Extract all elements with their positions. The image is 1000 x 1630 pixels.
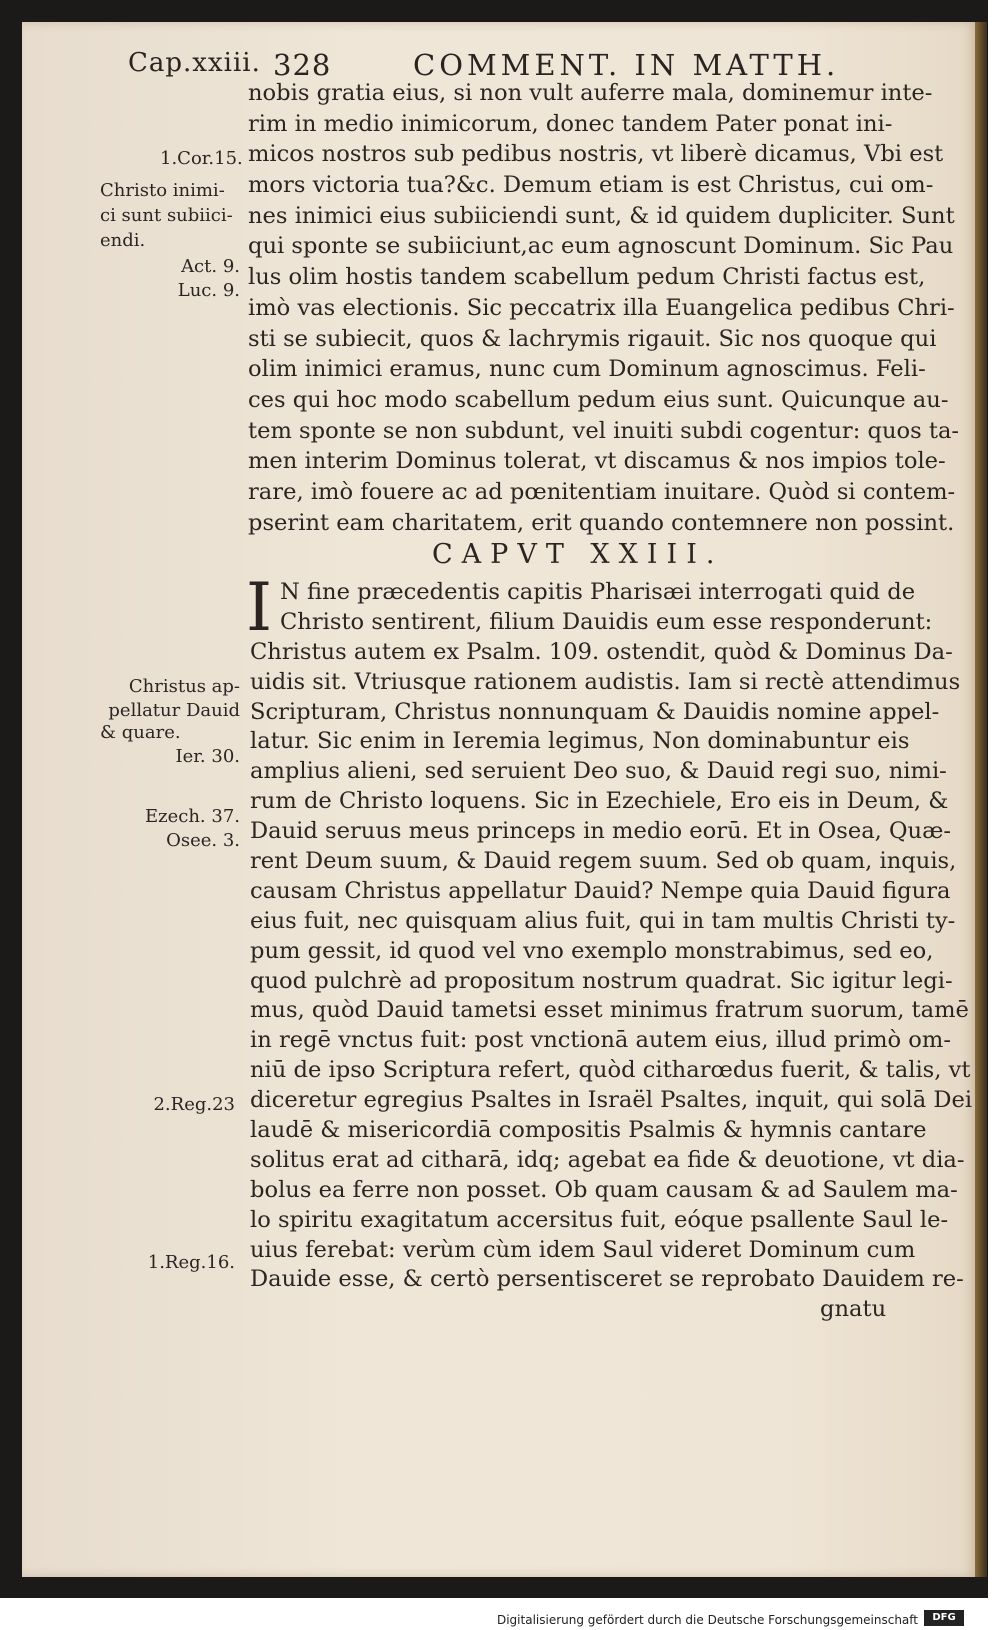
text-line: qui sponte se subiiciunt,ac eum agnoscunt Dominum. Sic Pau [248,233,954,260]
text-line: diceretur egregius Psaltes in Israël Psaltes, inquit, qui solā Dei [250,1087,973,1114]
text-line: quod pulchrè ad propositum nostrum quadrat. Sic igitur legi- [250,967,953,994]
text-line: pum gessit, id quod vel vno exemplo monstrabimus, sed eo, [250,937,934,964]
text-line: mors victoria tua?&c. Demum etiam is est Christus, cui om- [248,172,934,199]
text-line: tem sponte se non subdunt, vel inuiti subdi cogentur: quos ta- [248,417,960,444]
margin-note-cor: 1.Cor.15. [160,148,243,169]
text-line: olim inimici eramus, nunc cum Dominum agnoscimus. Feli- [248,356,926,383]
text-line: nes inimici eius subiiciendi sunt, & id quidem dupliciter. Sunt [248,202,955,229]
text-line: amplius alieni, sed seruient Deo suo, & Dauid regi suo, nimi- [250,758,947,785]
text-line: Christus autem ex Psalm. 109. ostendit, quòd & Dominus Da- [250,638,953,665]
text-line: niū de ipso Scriptura refert, quòd citharœdus fuerit, & talis, vt [250,1057,971,1084]
text-line: latur. Sic enim in Ieremia legimus, Non dominabuntur eis [250,728,910,755]
header-chapter: Cap.xxiii. [128,48,261,78]
text-line: N fine præcedentis capitis Pharisæi interrogati quid de [280,579,916,605]
margin-note-christus-3: & quare. [100,722,181,743]
text-line: men interim Dominus tolerat, vt discamus & nos impios tole- [248,448,946,475]
text-line: micos nostros sub pedibus nostris, vt liberè dicamus, Vbi est [248,141,944,168]
margin-note-osee: Osee. 3. [166,830,240,851]
text-line: mus, quòd Dauid tametsi esset minimus fratrum suorum, tamē [250,997,969,1024]
text-line: ces qui hoc modo scabellum pedum eius sunt. Quicunque au- [248,386,949,413]
margin-note-act: Act. 9. [181,256,240,277]
page-edge [975,22,987,1577]
text-line: bolus ea ferre non posset. Ob quam causam & ad Saulem ma- [250,1176,958,1203]
footer-credit: Digitalisierung gefördert durch die Deutsche Forschungsgemeinschaft [496,1613,918,1627]
margin-note-ezech: Ezech. 37. [144,806,240,827]
text-line: eius fuit, nec quisquam alius fuit, qui in tam multis Christi ty- [250,907,956,934]
drop-capital: I [246,569,273,646]
text-line: in regē vnctus fuit: post vnctionā autem eius, illud primò om- [250,1027,951,1054]
margin-note-christus-2: pellatur Dauid [108,700,240,721]
text-line: rare, imò fouere ac ad pœnitentiam inuitare. Quòd si contem- [248,478,956,505]
margin-note-christo-2: ci sunt subiici- [100,205,233,226]
text-line: lus olim hostis tandem scabellum pedum Christi factus est, [248,264,926,291]
margin-note-reg23: 2.Reg.23 [153,1094,235,1115]
dfg-logo: DFG [924,1610,964,1626]
margin-note-ier: Ier. 30. [175,746,240,767]
text-block-2 [250,578,973,1325]
text-block-1 [248,78,960,538]
text-line: Scripturam, Christus nonnunquam & Dauidis nomine appel- [250,698,940,725]
text-line: lo spiritu exagitatum accersitus fuit, eóque psallente Saul le- [250,1206,949,1233]
text-line: nobis gratia eius, si non vult auferre mala, dominemur inte- [248,80,933,106]
text-line: rent Deum suum, & Dauid regem suum. Sed ob quam, inquis, [250,848,957,875]
margin-note-christo-1: Christo inimi- [100,180,225,201]
footer-bar [0,1600,1000,1630]
margin-note-reg16: 1.Reg.16. [147,1252,235,1273]
text-line: laudē & misericordiā compositis Psalmis & hymnis cantare [250,1117,927,1144]
text-line: sti se subiecit, quos & lachrymis rigauit. Sic nos quoque qui [248,325,937,352]
running-title: COMMENT. IN MATTH. [413,48,840,82]
margin-note-christo-3: endi. [100,230,146,251]
text-line: uius ferebat: verùm cùm idem Saul videret Dominum cum [250,1236,916,1263]
text-line: rum de Christo loquens. Sic in Ezechiele, Ero eis in Deum, & [250,788,949,815]
text-line: imò vas electionis. Sic peccatrix illa Euangelica pedibus Chri- [248,294,955,321]
margin-note-christus-1: Christus ap- [128,676,240,697]
catchword: gnatu [820,1296,887,1323]
chapter-heading: CAPVT XXIII. [432,539,724,570]
page-number: 328 [273,48,332,82]
text-line: causam Christus appellatur Dauid? Nempe quia Dauid figura [250,877,951,904]
text-line: uidis sit. Vtriusque rationem audistis. Iam si rectè attendimus [250,668,961,695]
margin-note-luc: Luc. 9. [177,280,240,301]
text-line: pserint eam charitatem, erit quando contemnere non possint. [248,509,955,536]
text-line: Christo sentirent, filium Dauidis eum esse responderunt: [280,608,933,635]
text-line: Dauide esse, & certò persentisceret se reprobato Dauidem re- [250,1266,964,1293]
text-line: rim in medio inimicorum, donec tandem Pater ponat ini- [248,110,893,137]
text-line: solitus erat ad citharā, idq; agebat ea fide & deuotione, vt dia- [250,1146,965,1173]
text-line: Dauid seruus meus princeps in medio eorū. Et in Osea, Quæ- [250,818,951,845]
